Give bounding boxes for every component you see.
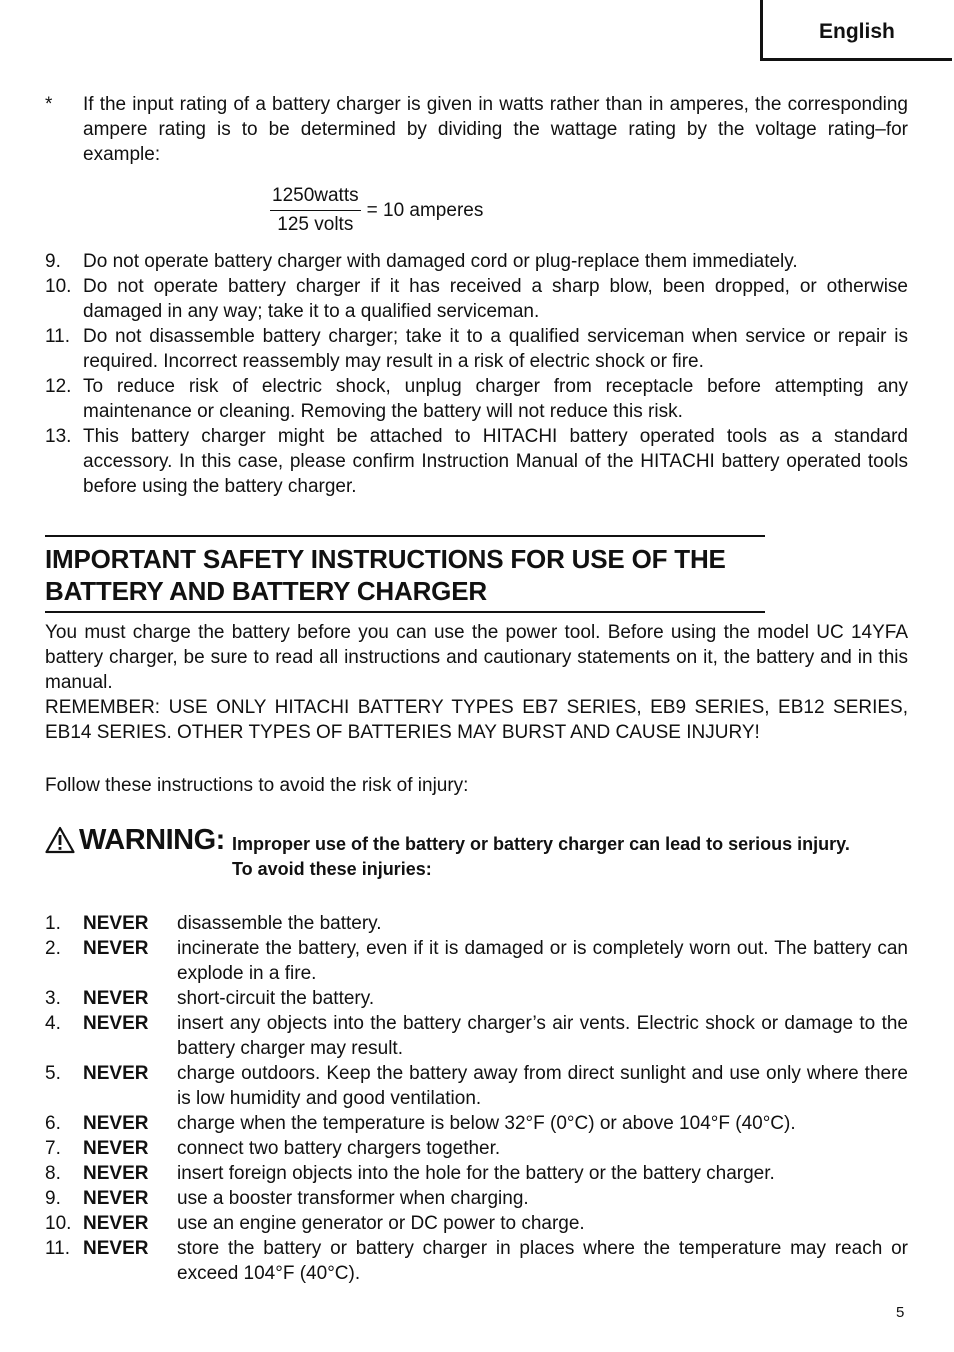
rule-item	[45, 274, 908, 324]
footnote	[45, 92, 908, 167]
warning-text	[232, 832, 912, 882]
rule-text: Do not operate battery charger if it has received a sharp blow, been dropped, or otherwise damaged in any way; take it to a qualified serviceman.	[83, 276, 908, 322]
never-number: 10.	[45, 1213, 72, 1234]
warning-line: To avoid these injuries:	[232, 859, 432, 879]
never-number: 7.	[45, 1138, 61, 1159]
never-item	[45, 936, 908, 986]
never-keyword: NEVER	[83, 1063, 149, 1084]
never-text: disassemble the battery.	[177, 913, 382, 934]
never-item	[45, 1011, 908, 1061]
never-number: 8.	[45, 1163, 61, 1184]
never-number: 5.	[45, 1063, 61, 1084]
never-item	[45, 1161, 908, 1186]
formula-numerator: 1250watts	[270, 184, 361, 211]
language-label: English	[819, 20, 895, 43]
never-number: 6.	[45, 1113, 61, 1134]
never-number: 4.	[45, 1013, 61, 1034]
never-keyword: NEVER	[83, 1238, 149, 1259]
never-text: incinerate the battery, even if it is damaged or is completely worn out. The battery can explode in a fire.	[177, 938, 908, 984]
warning-label: WARNING:	[79, 824, 225, 856]
never-text: use a booster transformer when charging.	[177, 1188, 529, 1209]
never-item	[45, 986, 908, 1011]
intro-paragraph: You must charge the battery before you can use the power tool. Before using the model UC 14YFA battery charger, be sure to read all instructions and cautionary statements on it, the battery and in this manual.	[45, 622, 908, 693]
never-number: 3.	[45, 988, 61, 1009]
never-keyword: NEVER	[83, 1113, 149, 1134]
rule-number: 13.	[45, 426, 72, 447]
never-text: use an engine generator or DC power to charge.	[177, 1213, 585, 1234]
never-item	[45, 1111, 908, 1136]
section-heading	[45, 535, 765, 613]
warning-line: Improper use of the battery or battery charger can lead to serious injury.	[232, 834, 850, 854]
rule-text: Do not disassemble battery charger; take it to a qualified serviceman when service or repair is required. Incorrect reassembly may result in a risk of electric shock or fire.	[83, 326, 908, 372]
rule-number: 11.	[45, 326, 71, 347]
rule-item	[45, 324, 908, 374]
never-text: connect two battery chargers together.	[177, 1138, 501, 1159]
never-item	[45, 911, 908, 936]
never-item	[45, 1061, 908, 1111]
never-keyword: NEVER	[83, 1013, 149, 1034]
never-keyword: NEVER	[83, 938, 149, 959]
rule-number: 10.	[45, 276, 72, 297]
never-text: insert foreign objects into the hole for the battery or the battery charger.	[177, 1163, 775, 1184]
rule-text: Do not operate battery charger with damaged cord or plug-replace them immediately.	[83, 251, 798, 272]
rule-text: This battery charger might be attached to HITACHI battery operated tools as a standard accessory. In this case, please confirm Instruction Manual of the HITACHI battery operated tools before using the battery charger.	[83, 426, 908, 497]
footnote-text: If the input rating of a battery charger is given in watts rather than in amperes, the corresponding ampere rating is to be determined by dividing the wattage rating by the voltage rating–for example:	[83, 94, 908, 165]
never-keyword: NEVER	[83, 1188, 149, 1209]
language-tab	[760, 0, 952, 61]
never-number: 1.	[45, 913, 61, 934]
never-text: charge outdoors. Keep the battery away from direct sunlight and use only where there is low humidity and good ventilation.	[177, 1063, 908, 1109]
rule-item	[45, 374, 908, 424]
never-keyword: NEVER	[83, 1213, 149, 1234]
never-text: store the battery or battery charger in places where the temperature may reach or exceed 104°F (40°C).	[177, 1238, 908, 1284]
never-item	[45, 1186, 908, 1211]
section-heading-line: BATTERY AND BATTERY CHARGER	[45, 576, 487, 606]
rule-item	[45, 249, 908, 274]
formula-fraction	[270, 184, 361, 237]
warning-triangle-icon	[45, 826, 75, 854]
section-heading-line: IMPORTANT SAFETY INSTRUCTIONS FOR USE OF THE	[45, 544, 726, 574]
never-keyword: NEVER	[83, 1163, 149, 1184]
follow-paragraph: Follow these instructions to avoid the risk of injury:	[45, 775, 469, 796]
never-item	[45, 1211, 908, 1236]
formula	[270, 184, 483, 237]
never-number: 11.	[45, 1238, 71, 1259]
rule-number: 12.	[45, 376, 72, 397]
never-keyword: NEVER	[83, 913, 149, 934]
never-text: insert any objects into the battery charger’s air vents. Electric shock or damage to the battery charger may result.	[177, 1013, 908, 1059]
never-item	[45, 1236, 908, 1286]
formula-denominator: 125 volts	[277, 214, 354, 235]
page-number: 5	[896, 1304, 905, 1321]
rule-number: 9.	[45, 251, 61, 272]
footnote-marker: *	[45, 94, 53, 115]
never-keyword: NEVER	[83, 988, 149, 1009]
never-item	[45, 1136, 908, 1161]
never-text: charge when the temperature is below 32°F (0°C) or above 104°F (40°C).	[177, 1113, 796, 1134]
never-number: 9.	[45, 1188, 61, 1209]
never-keyword: NEVER	[83, 1138, 149, 1159]
rule-text: To reduce risk of electric shock, unplug charger from receptacle before attempting any maintenance or cleaning. Removing the battery will not reduce this risk.	[83, 376, 908, 422]
remember-paragraph: REMEMBER: USE ONLY HITACHI BATTERY TYPES EB7 SERIES, EB9 SERIES, EB12 SERIES, EB14 SERIES. OTHER TYPES OF BATTERIES MAY BURST AND CAUSE INJURY!	[45, 697, 908, 743]
formula-result: = 10 amperes	[366, 199, 484, 221]
never-number: 2.	[45, 938, 61, 959]
rule-item	[45, 424, 908, 499]
never-text: short-circuit the battery.	[177, 988, 375, 1009]
